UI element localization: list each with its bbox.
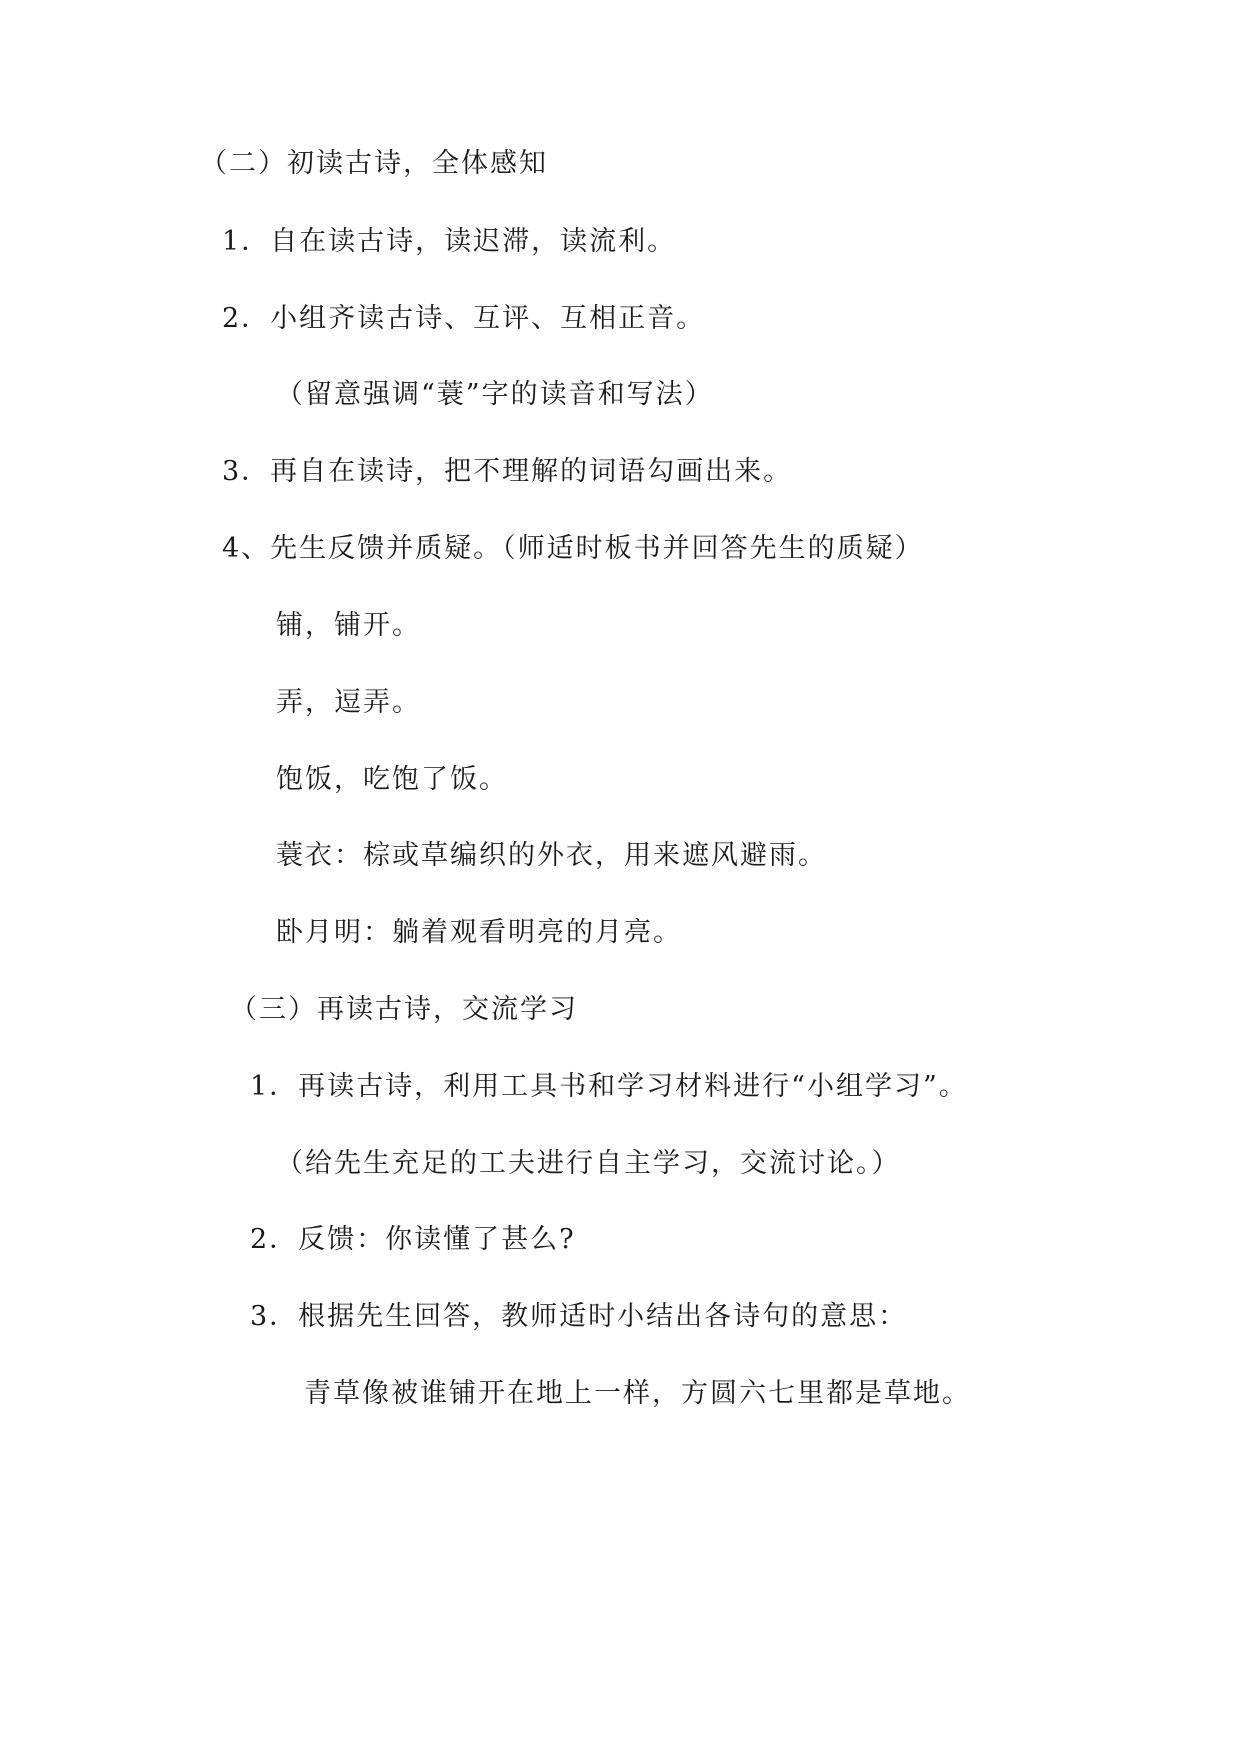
section-3-step-3: 3．根据先生回答，教师适时小结出各诗句的意思：	[250, 1301, 908, 1332]
section-3-step-1: 1．再读古诗，利用工具书和学习材料进行“小组学习”。	[250, 1071, 968, 1102]
section-2-heading: （二）初读古诗，全体感知	[200, 148, 548, 179]
section-2-step-1: 1．自在读古诗，读迟滞，读流利。	[222, 226, 677, 257]
vocab-item: 弄，逗弄。	[276, 687, 421, 718]
section-3-step-1-note: （给先生充足的工夫进行自主学习，交流讨论。）	[276, 1148, 901, 1179]
section-2-step-3: 3．再自在读诗，把不理解的词语勾画出来。	[222, 456, 793, 487]
vocab-item: 蓑衣：棕或草编织的外衣，用来遮风避雨。	[276, 840, 827, 871]
section-3-step-2: 2．反馈：你读懂了甚么?	[250, 1224, 576, 1255]
vocab-item: 饱饭，吃饱了饭。	[276, 764, 508, 795]
section-2-step-2-note: （留意强调“蓑”字的读音和写法）	[276, 379, 714, 410]
section-2-step-2: 2．小组齐读古诗、互评、互相正音。	[222, 303, 706, 334]
poem-meaning-line: 青草像被谁铺开在地上一样，方圆六七里都是草地。	[304, 1378, 971, 1409]
section-3-heading: （三）再读古诗，交流学习	[230, 994, 578, 1025]
vocab-item: 铺，铺开。	[276, 610, 421, 641]
vocab-item: 卧月明：躺着观看明亮的月亮。	[276, 917, 682, 948]
section-2-step-4: 4、先生反馈并质疑。（师适时板书并回答先生的质疑）	[222, 533, 924, 564]
